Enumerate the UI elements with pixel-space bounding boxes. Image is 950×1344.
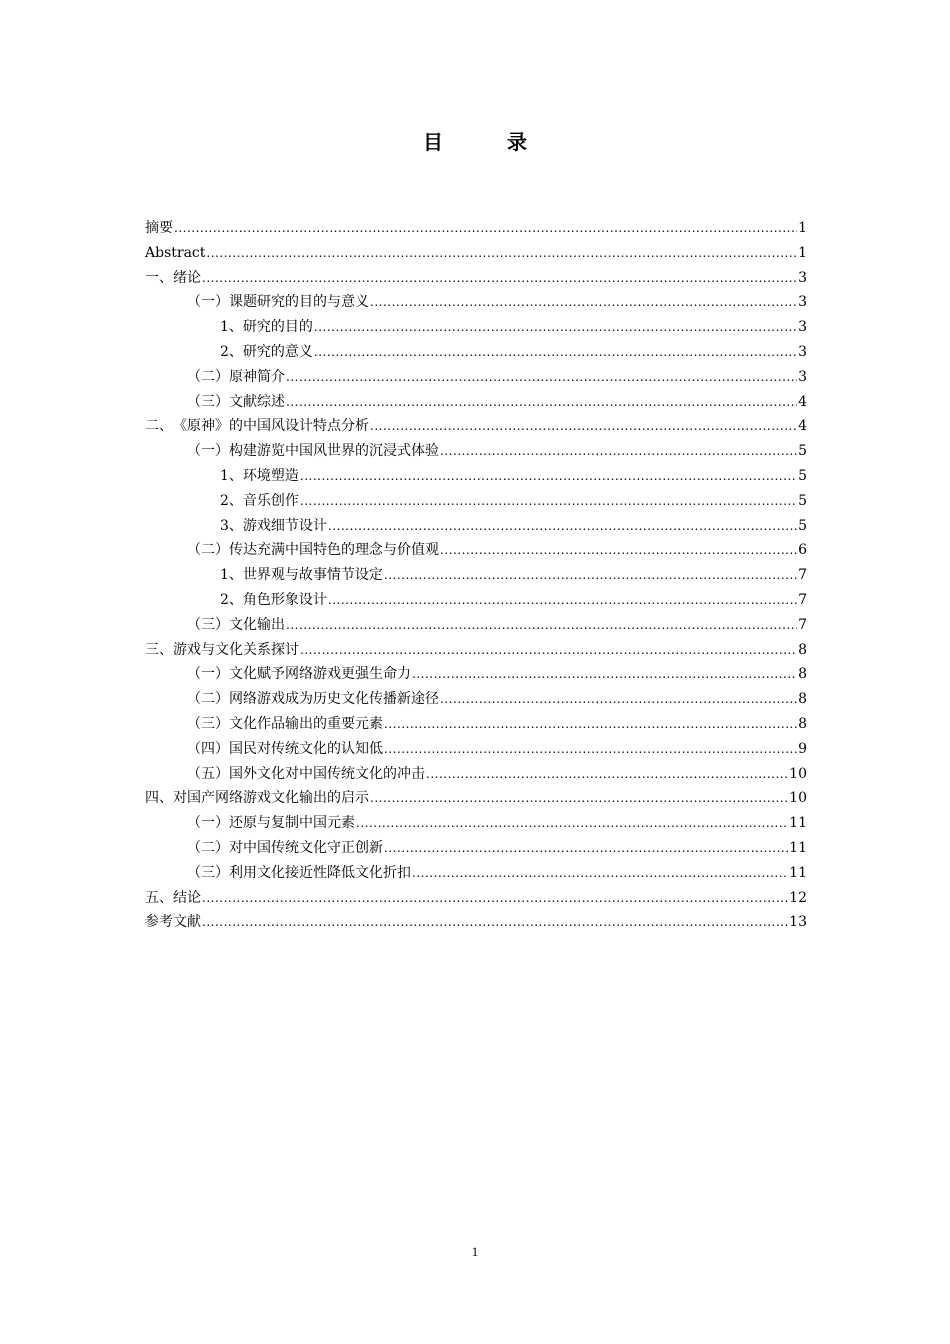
toc-dot-leader — [328, 514, 797, 539]
toc-dot-leader — [412, 662, 797, 687]
toc-entry-title: 国外文化对中国传统文化的冲击 — [229, 765, 425, 782]
toc-entry-page: 9 — [798, 740, 807, 757]
toc-entry-number: （四） — [187, 740, 229, 757]
toc-entry[interactable] — [145, 266, 807, 291]
toc-entry-page: 6 — [798, 542, 807, 559]
toc-entry-title: 对国产网络游戏文化输出的启示 — [173, 790, 369, 807]
toc-entry[interactable] — [145, 340, 807, 365]
toc-entry-page: 1 — [798, 244, 807, 261]
toc-entry-number: 1、 — [220, 319, 243, 336]
toc-dot-leader — [440, 538, 797, 563]
toc-entry-page: 4 — [798, 418, 807, 435]
toc-entry-number: （二） — [187, 542, 229, 559]
toc-dot-leader — [202, 910, 788, 935]
toc-entry-title: 国民对传统文化的认知低 — [229, 740, 383, 757]
toc-entry-number: （二） — [187, 368, 229, 385]
toc-entry-page: 8 — [798, 666, 807, 683]
toc-entry-number: （一） — [187, 815, 229, 832]
toc-entry-page: 8 — [798, 691, 807, 708]
toc-entry-number: （二） — [187, 839, 229, 856]
toc-dot-leader — [314, 340, 797, 365]
toc-entry-page: 3 — [798, 368, 807, 385]
toc-entry-title: 还原与复制中国元素 — [229, 815, 355, 832]
toc-entry-page: 3 — [798, 294, 807, 311]
toc-dot-leader — [286, 365, 797, 390]
toc-entry-title: 文化输出 — [229, 616, 285, 633]
toc-dot-leader — [384, 836, 788, 861]
toc-dot-leader — [300, 464, 797, 489]
toc-entry-number: （一） — [187, 294, 229, 311]
toc-entry-title: 角色形象设计 — [242, 591, 327, 608]
toc-dot-leader — [286, 390, 797, 415]
table-of-contents — [145, 216, 807, 935]
toc-dot-leader — [356, 811, 788, 836]
toc-entry-page: 10 — [789, 790, 807, 807]
toc-dot-leader — [384, 563, 797, 588]
toc-entry-number: （一） — [187, 443, 229, 460]
toc-entry-title: 网络游戏成为历史文化传播新途径 — [229, 691, 439, 708]
toc-entry-title: 文献综述 — [229, 393, 285, 410]
toc-entry-number: 1、 — [220, 467, 243, 484]
toc-entry-title: 文化赋予网络游戏更强生命力 — [229, 666, 411, 683]
toc-entry-number: 四、 — [145, 790, 173, 807]
toc-entry-title: 环境塑造 — [242, 467, 299, 484]
toc-entry-number: （三） — [187, 715, 229, 732]
toc-entry-number: 一、 — [145, 269, 173, 286]
toc-dot-leader — [206, 241, 797, 266]
toc-entry-page: 1 — [798, 220, 807, 236]
toc-entry-number: （五） — [187, 765, 229, 782]
toc-entry-title: 世界观与故事情节设定 — [242, 567, 383, 584]
toc-entry-title: 游戏细节设计 — [242, 517, 327, 534]
toc-dot-leader — [426, 762, 788, 787]
toc-entry[interactable] — [145, 538, 807, 563]
toc-dot-leader — [370, 290, 797, 315]
toc-dot-leader — [300, 489, 797, 514]
toc-entry-number: （二） — [187, 691, 229, 708]
toc-entry-page: 5 — [798, 443, 807, 460]
toc-entry-title: 文化作品输出的重要元素 — [229, 715, 383, 732]
toc-entry[interactable] — [145, 786, 807, 811]
toc-entry-page: 3 — [798, 269, 807, 286]
toc-entry[interactable] — [145, 290, 807, 315]
toc-entry-number: （三） — [187, 616, 229, 633]
page-title: 目 录 — [423, 130, 549, 154]
toc-entry-title: 利用文化接近性降低文化折扣 — [229, 864, 411, 881]
toc-entry-number: 2、 — [220, 343, 243, 360]
toc-entry-title: 游戏与文化关系探讨 — [173, 641, 299, 658]
toc-entry-title: 结论 — [173, 889, 201, 906]
toc-entry-title: Abstract — [145, 244, 206, 261]
toc-entry-title: 原神简介 — [229, 368, 285, 385]
toc-entry[interactable] — [145, 861, 807, 886]
toc-entry-title: 研究的意义 — [242, 343, 313, 360]
toc-entry-page: 10 — [789, 765, 807, 782]
toc-dot-leader — [384, 737, 797, 762]
toc-entry[interactable] — [145, 464, 807, 489]
toc-entry[interactable] — [145, 662, 807, 687]
toc-dot-leader — [174, 216, 797, 241]
toc-entry-number: 三、 — [145, 641, 173, 658]
toc-entry-page: 11 — [789, 864, 807, 881]
toc-entry[interactable] — [145, 365, 807, 390]
toc-entry-title: 《原神》的中国风设计特点分析 — [173, 418, 369, 435]
toc-entry-page: 13 — [789, 914, 807, 931]
toc-entry[interactable] — [145, 514, 807, 539]
toc-entry-number: （三） — [187, 393, 229, 410]
toc-entry-number: （一） — [187, 666, 229, 683]
toc-entry-title: 构建游览中国风世界的沉浸式体验 — [229, 443, 439, 460]
toc-entry[interactable] — [145, 390, 807, 415]
toc-entry[interactable] — [145, 414, 807, 439]
toc-entry-number: 3、 — [220, 517, 243, 534]
toc-entry-page: 7 — [798, 616, 807, 633]
toc-entry[interactable] — [145, 315, 807, 340]
toc-entry-number: 二、 — [145, 418, 173, 435]
toc-entry[interactable] — [145, 588, 807, 613]
toc-dot-leader — [440, 687, 797, 712]
toc-entry-page: 5 — [798, 467, 807, 484]
toc-entry-title: 研究的目的 — [242, 319, 313, 336]
toc-dot-leader — [412, 861, 788, 886]
toc-entry-page: 12 — [789, 889, 807, 906]
toc-entry-number: 2、 — [220, 591, 243, 608]
toc-entry[interactable] — [145, 811, 807, 836]
toc-entry-number: 五、 — [145, 889, 173, 906]
toc-dot-leader — [328, 588, 797, 613]
toc-entry-title: 绪论 — [173, 269, 201, 286]
toc-entry-page: 3 — [798, 343, 807, 360]
toc-entry[interactable] — [145, 241, 807, 266]
toc-entry-page: 7 — [798, 591, 807, 608]
toc-dot-leader — [370, 414, 797, 439]
toc-entry-page: 5 — [798, 492, 807, 509]
toc-entry-page: 8 — [798, 715, 807, 732]
toc-entry[interactable] — [145, 836, 807, 861]
toc-dot-leader — [202, 266, 797, 291]
toc-entry-page: 3 — [798, 319, 807, 336]
toc-entry[interactable] — [145, 613, 807, 638]
toc-entry-page: 8 — [798, 641, 807, 658]
toc-entry-page: 11 — [789, 815, 807, 832]
toc-entry-page: 7 — [798, 567, 807, 584]
toc-entry-title: 课题研究的目的与意义 — [229, 294, 369, 311]
footer-page-number: 1 — [471, 1244, 479, 1259]
toc-entry-title: 摘要 — [145, 220, 173, 236]
toc-entry[interactable] — [145, 737, 807, 762]
toc-entry[interactable] — [145, 439, 807, 464]
toc-entry-number: 1、 — [220, 567, 243, 584]
toc-dot-leader — [286, 613, 797, 638]
toc-entry[interactable] — [145, 910, 807, 935]
toc-dot-leader — [202, 886, 788, 911]
toc-entry-number: （三） — [187, 864, 229, 881]
toc-entry-title: 参考文献 — [145, 914, 201, 931]
toc-entry[interactable] — [145, 712, 807, 737]
toc-entry[interactable] — [145, 762, 807, 787]
toc-entry[interactable] — [145, 638, 807, 663]
toc-entry[interactable] — [145, 489, 807, 514]
toc-dot-leader — [370, 786, 788, 811]
toc-entry-page: 4 — [798, 393, 807, 410]
toc-dot-leader — [314, 315, 797, 340]
toc-entry-title: 传达充满中国特色的理念与价值观 — [229, 542, 439, 559]
toc-entry[interactable] — [145, 886, 807, 911]
toc-entry[interactable] — [145, 687, 807, 712]
toc-dot-leader — [300, 638, 797, 663]
toc-entry[interactable] — [145, 563, 807, 588]
toc-dot-leader — [384, 712, 797, 737]
toc-entry-page: 11 — [789, 839, 807, 856]
toc-entry-number: 2、 — [220, 492, 243, 509]
toc-dot-leader — [440, 439, 797, 464]
toc-entry-title: 对中国传统文化守正创新 — [229, 839, 383, 856]
toc-entry[interactable] — [145, 216, 807, 241]
toc-entry-page: 5 — [798, 517, 807, 534]
toc-entry-title: 音乐创作 — [242, 492, 299, 509]
